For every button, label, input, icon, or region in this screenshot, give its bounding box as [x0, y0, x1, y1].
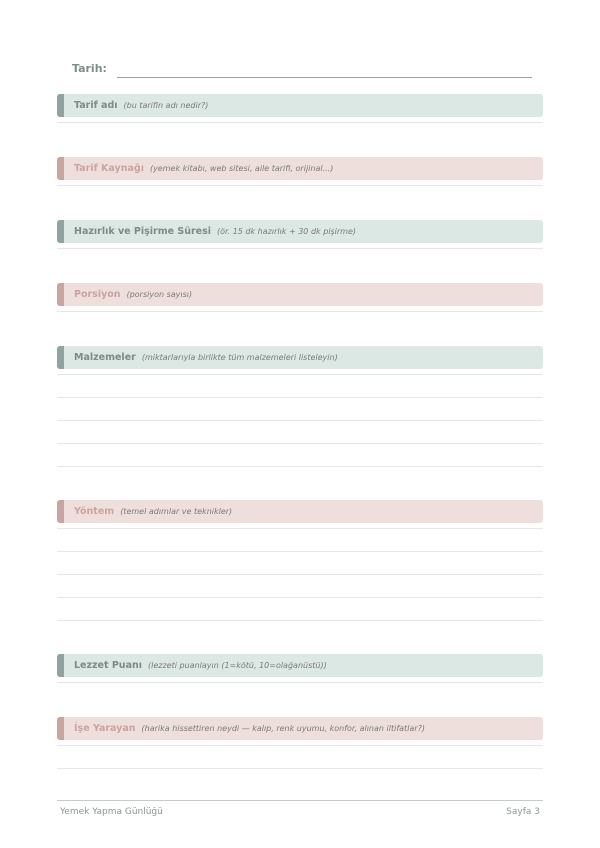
writing-line[interactable]	[57, 306, 543, 312]
writing-line[interactable]	[57, 598, 543, 621]
writing-line[interactable]	[57, 552, 543, 575]
section-servings	[57, 283, 543, 312]
writing-line[interactable]	[57, 375, 543, 398]
section-ingredients	[57, 346, 543, 467]
writing-line[interactable]	[57, 421, 543, 444]
section-header	[57, 220, 543, 243]
writing-line[interactable]	[57, 575, 543, 598]
section-hint: (miktarlarıyla birlikte tüm malzemeleri listeleyin)	[141, 353, 338, 362]
writing-line[interactable]	[57, 677, 543, 683]
section-header	[57, 346, 543, 369]
writing-line[interactable]	[57, 398, 543, 421]
section-hint: (porsiyon sayısı)	[126, 290, 193, 299]
footer-journal-title: Yemek Yapma Günlüğü	[60, 807, 163, 817]
section-header	[57, 500, 543, 523]
section-title: Hazırlık ve Pişirme Süresi	[74, 226, 212, 237]
section-hint: (bu tarifin adı nedir?)	[123, 101, 209, 110]
section-hint: (yemek kitabı, web sitesi, aile tarifi, orijinal...)	[149, 164, 334, 173]
writing-line[interactable]	[57, 117, 543, 123]
section-title: Yöntem	[74, 506, 115, 517]
writing-line[interactable]	[57, 180, 543, 186]
footer-page-number: Sayfa 3	[506, 807, 540, 817]
section-header	[57, 157, 543, 180]
section-hint: (temel adımlar ve teknikler)	[120, 507, 233, 516]
section-header	[57, 717, 543, 740]
section-title: Tarif adı	[74, 100, 118, 111]
section-taste-rating	[57, 654, 543, 683]
writing-line[interactable]	[57, 746, 543, 769]
section-method	[57, 500, 543, 621]
date-input-line[interactable]	[117, 77, 532, 78]
section-header	[57, 94, 543, 117]
section-title: Malzemeler	[74, 352, 136, 363]
writing-line[interactable]	[57, 243, 543, 249]
section-header	[57, 654, 543, 677]
section-title: İşe Yarayan	[74, 723, 136, 734]
section-recipe-source	[57, 157, 543, 186]
writing-line[interactable]	[57, 444, 543, 467]
section-hint: (lezzeti puanlayın (1=kötü, 10=olağanüstü))	[148, 661, 327, 670]
section-recipe-name	[57, 94, 543, 123]
section-prep-cook-time	[57, 220, 543, 249]
section-what-worked	[57, 717, 543, 769]
date-label: Tarih:	[72, 62, 107, 75]
section-hint: (harika hissettiren neydi — kalıp, renk uyumu, konfor, alınan iltifatlar?)	[141, 724, 425, 733]
section-title: Lezzet Puanı	[74, 660, 143, 671]
section-title: Porsiyon	[74, 289, 121, 300]
section-title: Tarif Kaynağı	[74, 163, 144, 174]
writing-line[interactable]	[57, 529, 543, 552]
footer-divider	[57, 800, 543, 801]
date-row	[72, 62, 532, 80]
section-hint: (ör. 15 dk hazırlık + 30 dk pişirme)	[217, 227, 357, 236]
section-header	[57, 283, 543, 306]
